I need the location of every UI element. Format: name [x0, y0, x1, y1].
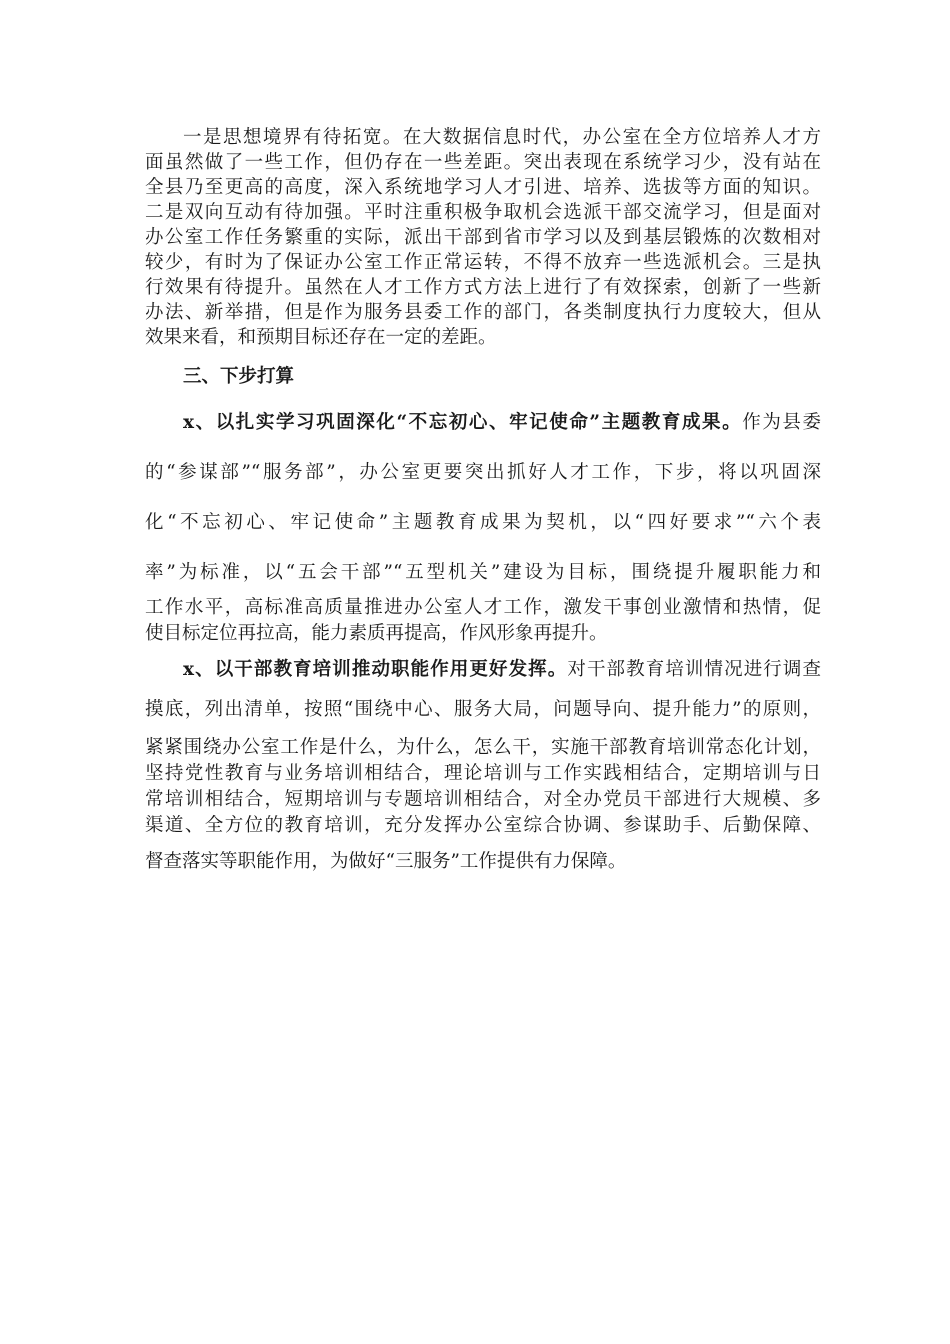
lead-rest-text: 对干部教育培训情况进行调查: [567, 659, 821, 680]
paragraph-line: 率”为标准，以“五会干部”“五型机关”建设为目标，围绕提升履职能力和: [145, 562, 821, 583]
paragraph-line: 面虽然做了一些工作，但仍存在一些差距。突出表现在系统学习少，没有站在: [145, 152, 821, 173]
paragraph-line: 一是思想境界有待拓宽。在大数据信息时代，办公室在全方位培养人才方: [183, 127, 821, 148]
paragraph-line: 工作水平，高标准高质量推进办公室人才工作，激发干事创业激情和热情，促: [145, 597, 821, 618]
lead-bold-text: x、以干部教育培训推动职能作用更好发挥。: [183, 659, 568, 680]
paragraph-line: 较少，有时为了保证办公室工作正常运转，不得不放弃一些选派机会。三是执: [145, 252, 821, 273]
paragraph-line: 的“参谋部”“服务部”，办公室更要突出抓好人才工作，下步，将以巩固深: [145, 462, 821, 483]
lead-rest-text: 作为县委: [742, 412, 821, 433]
paragraph-line: 全县乃至更高的高度，深入系统地学习人才引进、培养、选拔等方面的知识。: [145, 177, 821, 198]
paragraph-lead-line: [183, 410, 821, 436]
paragraph-line: 效果来看，和预期目标还存在一定的差距。: [145, 327, 497, 348]
paragraph-line: 摸底，列出清单，按照“围绕中心、服务大局，问题导向、提升能力”的原则，: [145, 699, 821, 720]
paragraph-line: 办公室工作任务繁重的实际，派出干部到省市学习以及到基层锻炼的次数相对: [145, 227, 821, 248]
paragraph-line: 常培训相结合，短期培训与专题培训相结合，对全办党员干部进行大规模、多: [145, 789, 821, 810]
paragraph-line: 二是双向互动有待加强。平时注重积极争取机会选派干部交流学习，但是面对: [145, 202, 821, 223]
paragraph-line: 紧紧围绕办公室工作是什么，为什么，怎么干，实施干部教育培训常态化计划，: [145, 737, 821, 758]
paragraph-lead-line: [183, 657, 821, 683]
paragraph-line: 办法、新举措，但是作为服务县委工作的部门，各类制度执行力度较大，但从: [145, 302, 821, 323]
lead-bold-text: x、以扎实学习巩固深化“不忘初心、牢记使命”主题教育成果。: [183, 412, 743, 433]
paragraph-line: 坚持党性教育与业务培训相结合，理论培训与工作实践相结合，定期培训与日: [145, 763, 821, 784]
paragraph-line: 使目标定位再拉高，能力素质再提高，作风形象再提升。: [145, 623, 608, 644]
section-heading: 三、下步打算: [183, 366, 295, 387]
paragraph-line: 渠道、全方位的教育培训，充分发挥办公室综合协调、参谋助手、后勤保障、: [145, 815, 821, 836]
paragraph-line: 化“不忘初心、牢记使命”主题教育成果为契机，以“四好要求”“六个表: [145, 512, 821, 533]
paragraph-line: 行效果有待提升。虽然在人才工作方式方法上进行了有效探索，创新了一些新: [145, 277, 821, 298]
paragraph-line: 督查落实等职能作用，为做好“三服务”工作提供有力保障。: [145, 851, 627, 872]
